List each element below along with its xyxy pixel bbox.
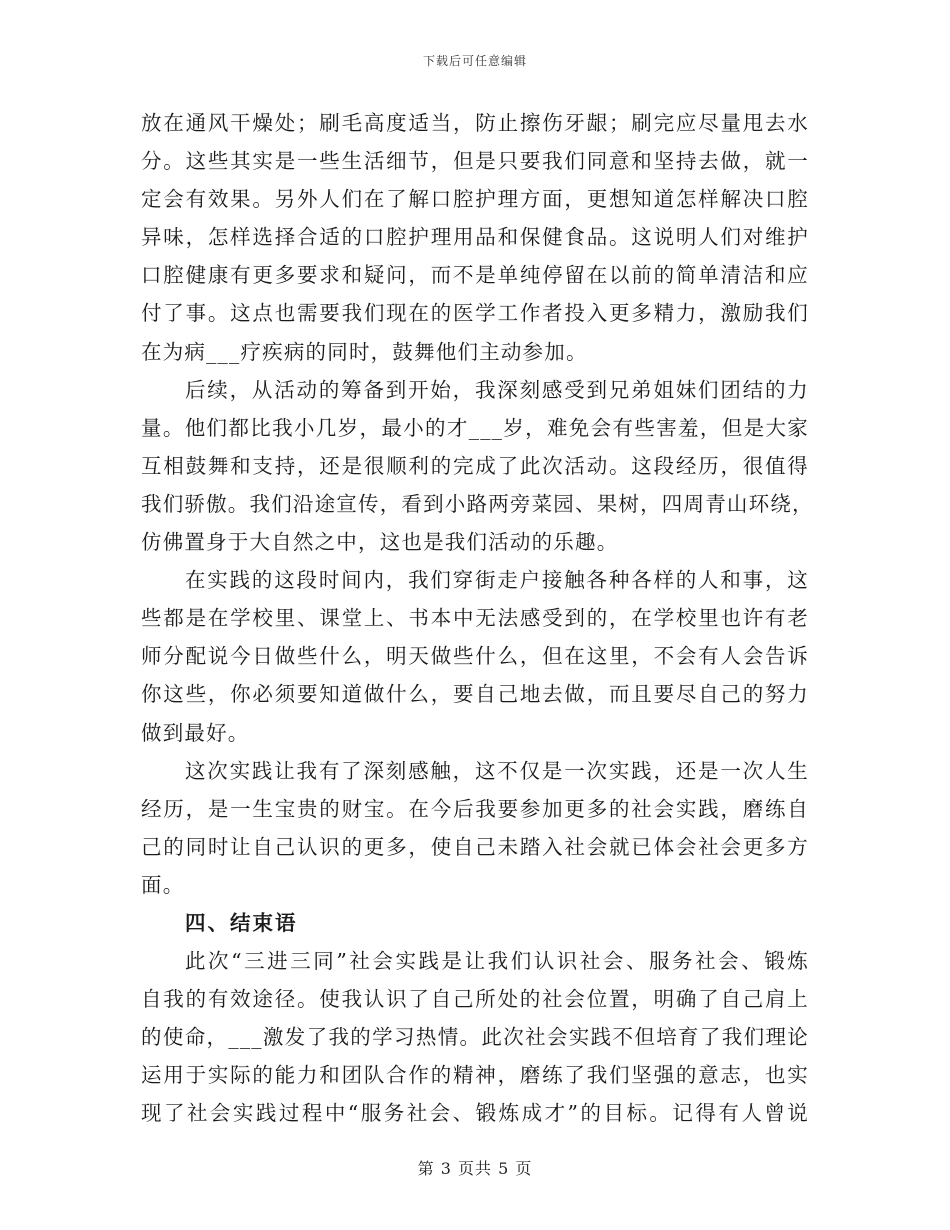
page-number: 第 3 页共 5 页: [417, 1159, 533, 1178]
page-header: 下载后可任意编辑: [422, 54, 527, 68]
text-line: 分。这些其实是一些生活细节，但是只要我们同意和坚持去做，就一: [141, 149, 809, 174]
paragraph-start: 这次实践让我有了深刻感触，这不仅是一次实践，还是一次人生: [185, 758, 809, 783]
section-heading: 四、结束语: [185, 910, 298, 935]
paragraph-start: 后续，从活动的筹备到开始，我深刻感受到兄弟姐妹们团结的力: [185, 377, 809, 402]
text-line: 些都是在学校里、课堂上、书本中无法感受到的，在学校里也许有老: [141, 606, 809, 631]
text-line: 异味，怎样选择合适的口腔护理用品和保健食品。这说明人们对维护: [141, 225, 809, 250]
paragraph-start: 在实践的这段时间内，我们穿街走户接触各种各样的人和事，这: [185, 568, 809, 593]
text-line: 自我的有效途径。使我认识了自己所处的社会位置，明确了自己肩上: [141, 987, 809, 1012]
text-line: 你这些，你必须要知道做什么，要自己地去做，而且要尽自己的努力: [141, 682, 809, 707]
text-line: 付了事。这点也需要我们现在的医学工作者投入更多精力，激励我们: [141, 301, 809, 326]
text-line: 我们骄傲。我们沿途宣传，看到小路两旁菜园、果树，四周青山环绕，: [141, 491, 814, 516]
text-line: 己的同时让自己认识的更多，使自己未踏入社会就已体会社会更多方: [141, 834, 809, 859]
text-line: 仿佛置身于大自然之中，这也是我们活动的乐趣。: [141, 530, 619, 555]
text-line: 的使命，___激发了我的学习热情。此次社会实践不但培育了我们理论: [141, 1025, 809, 1050]
text-line: 在为病___疗疾病的同时，鼓舞他们主动参加。: [141, 339, 588, 364]
document-body: [141, 104, 814, 1133]
paragraph-start: 此次“三进三同”社会实践是让我们认识社会、服务社会、锻炼: [185, 949, 809, 974]
text-line: 师分配说今日做些什么，明天做些什么，但在这里，不会有人会告诉: [141, 644, 809, 669]
text-line: 定会有效果。另外人们在了解口腔护理方面，更想知道怎样解决口腔: [141, 187, 809, 212]
text-line: 现了社会实践过程中“服务社会、锻炼成才”的目标。记得有人曾说: [141, 1101, 809, 1126]
text-line: 经历，是一生宝贵的财宝。在今后我要参加更多的社会实践，磨练自: [141, 796, 809, 821]
text-line: 做到最好。: [141, 720, 250, 745]
text-line: 放在通风干燥处；刷毛高度适当，防止擦伤牙龈；刷完应尽量甩去水: [141, 111, 809, 135]
text-line: 互相鼓舞和支持，还是很顺利的完成了此次活动。这段经历，很值得: [141, 453, 809, 478]
text-line: 量。他们都比我小几岁，最小的才___岁，难免会有些害羞，但是大家: [141, 415, 809, 440]
text-line: 运用于实际的能力和团队合作的精神，磨练了我们坚强的意志，也实: [141, 1063, 809, 1088]
text-line: 面。: [141, 872, 185, 897]
text-line: 口腔健康有更多要求和疑问，而不是单纯停留在以前的简单清洁和应: [141, 263, 809, 288]
